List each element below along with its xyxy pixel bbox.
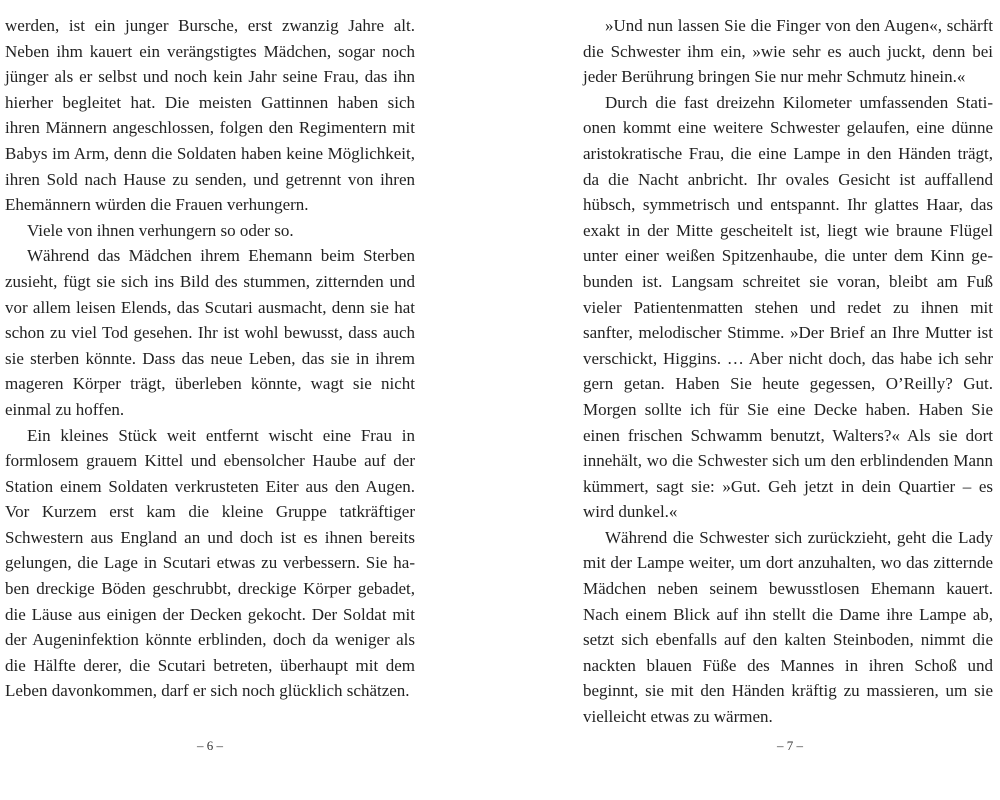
paragraph: Während die Schwester sich zurückzieht, geht die Lady mit der Lampe weiter, um dort anzuhalten, wo das zitternde Mädchen neben seinem bewusstlosen Ehemann kauert. Nach einem Blick auf ihn stellt die Dame ihre Lampe ab, setzt sich ebenfalls auf den kalten Steinboden, nimmt die nackten blauen Füße des Mannes in ihren Schoß und beginnt, sie mit den Händen kräftig zu massieren, um sie vielleicht etwas zu wärmen. — [583, 527, 993, 727]
page-number-right: – 7 – — [777, 738, 803, 753]
right-page — [583, 13, 993, 730]
paragraph: Viele von ihnen verhungern so oder so. — [27, 220, 294, 240]
paragraph: werden, ist ein junger Bursche, erst zwanzig Jahre alt. Neben ihm kauert ein verängstigtes Mädchen, sogar noch jünger als er selbst und noch kein Jahr seine Frau, das ihn hierher begleitet hat. Die meisten Gattinnen haben sich ihren Männern angeschlossen, folgen den Regimentern mit Babys im Arm, denn die Soldaten haben keine Möglichkeit, ihren Sold nach Hause zu senden, und getrennt von ihren Ehemännern würden die Frauen verhungern. — [5, 16, 415, 215]
paragraph: Ein kleines Stück weit entfernt wischt eine Frau in formlosem grauem Kittel und ebensolcher Haube auf der Station einem Soldaten verkrusteten Eiter aus den Augen. Vor Kurzem erst kam die kleine Gruppe tatkräftiger Schwestern aus England an und doch ist es ihnen bereits gelungen, die Lage in Scutari etwas zu verbessern. Sie haben dreckige Böden geschrubbt, dreckige Körper gebadet, die Läuse aus einigen der Decken gekocht. Der Soldat mit der Augeninfektion könnte erblinden, doch da weniger als die Hälfte derer, die Scutari betreten, überhaupt mit dem Leben davonkommen, darf er sich noch glücklich schätzen. — [5, 425, 415, 701]
paragraph: »Und nun lassen Sie die Finger von den Augen«, schärft die Schwester ihm ein, »wie sehr es auch juckt, denn bei jeder Berührung bringen Sie nur mehr Schmutz hinein.« — [583, 16, 993, 87]
paragraph: Während das Mädchen ihrem Ehemann beim Sterben zusieht, fügt sie sich ins Bild des stummen, zitternden und vor allem leisen Elends, das Scutari ausmacht, denn sie hat schon zu viel Tod gesehen. Ihr ist wohl bewusst, dass auch sie sterben könnte. Dass das neue Leben, das sie in ihrem mageren Körper trägt, überleben könnte, wagt sie nicht einmal zu hoffen. — [5, 246, 415, 419]
page-number-left: – 6 – — [197, 738, 223, 753]
left-page — [5, 13, 415, 704]
paragraph: Durch die fast dreizehn Kilometer umfassenden Stationen kommt eine weitere Schwester gelaufen, eine dünne aristokratische Frau, die eine Lampe in den Händen trägt, da die Nacht anbricht. Ihr ovales Gesicht ist auffallend hübsch, symmetrisch und entspannt. Ihr glattes Haar, das exakt in der Mitte gescheitelt ist, liegt wie braune Flügel unter einer weißen Spitzenhaube, die unter dem Kinn gebunden ist. Langsam schreitet sie voran, bleibt am Fuß vieler Patientenmatten stehen und redet zu ihnen mit sanfter, melodischer Stimme. »Der Brief an Ihre Mutter ist verschickt, Higgins. … Aber nicht doch, das habe ich sehr gern getan. Haben Sie heute gegessen, O’Reilly? Gut. Morgen sollte ich für Sie eine Decke haben. Haben Sie einen frischen Schwamm benutzt, Walters?« Als sie dort innehält, wo die Schwester sich um den erblindenden Mann kümmert, sagt sie: »Gut. Geh jetzt in dein Quartier – es wird dunkel.« — [583, 92, 993, 522]
